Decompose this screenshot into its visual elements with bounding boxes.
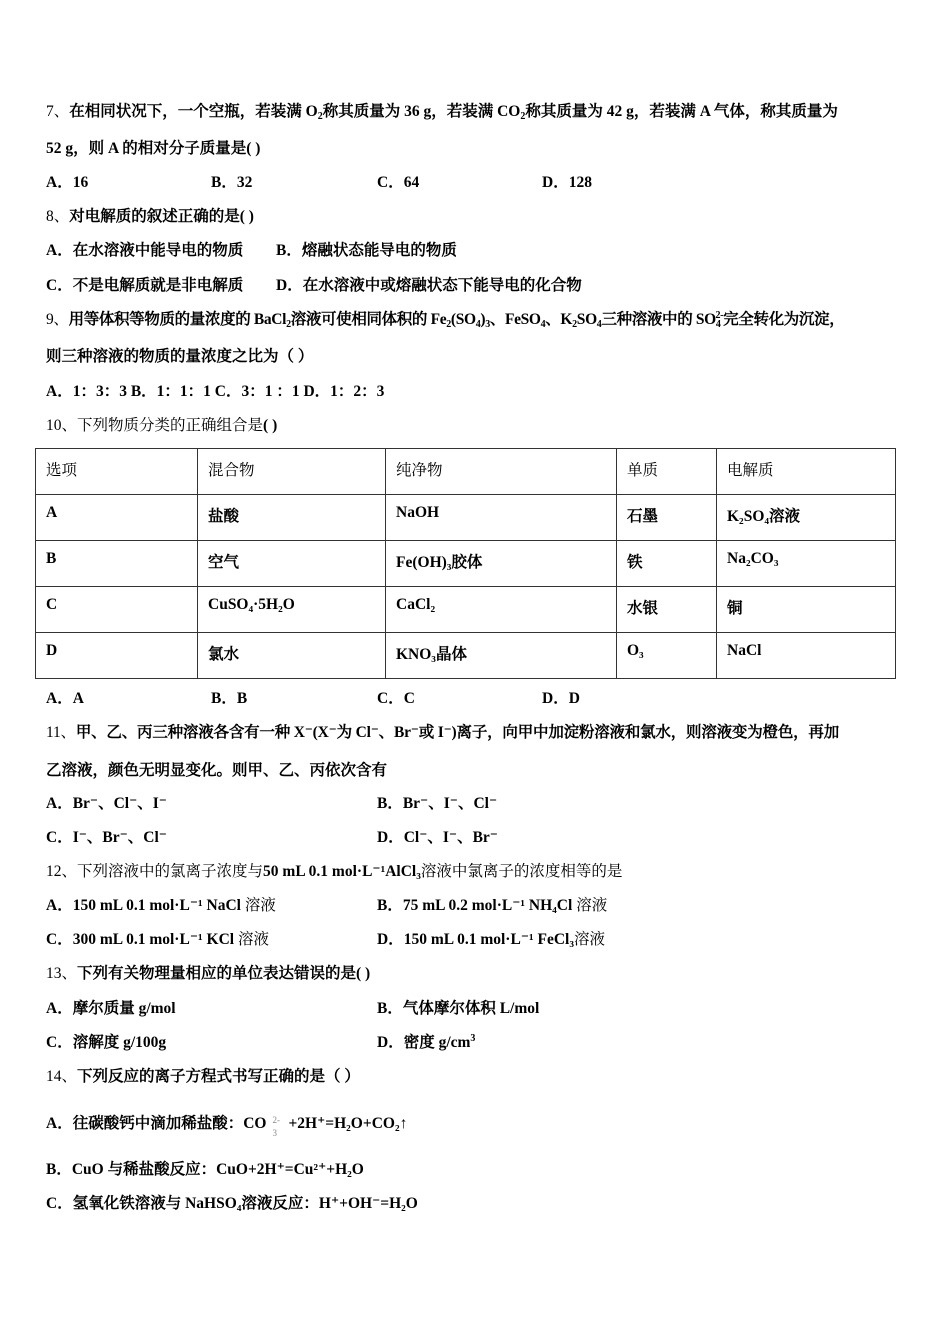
q12-option-c xyxy=(46,930,269,950)
question-14-stem xyxy=(46,1067,360,1087)
q12-text: 溶液中氯离子的浓度相等的是 xyxy=(420,863,623,880)
table-cell: 盐酸 xyxy=(198,495,386,541)
q8-text: 对电解质的叙述正确的是( ) xyxy=(69,208,254,225)
superscript: 2- xyxy=(715,310,724,321)
q13-option-a: A．摩尔质量 g/mol xyxy=(46,1000,176,1017)
table-row xyxy=(36,541,896,587)
table-cell: 空气 xyxy=(198,541,386,587)
option-suffix: 溶液 xyxy=(574,931,606,948)
table-cell: D xyxy=(36,633,198,679)
question-8-stem xyxy=(46,207,254,227)
q9-text: SO xyxy=(576,311,597,328)
q9-text: 完全转化为沉淀， xyxy=(723,311,845,328)
question-number: 9、 xyxy=(46,311,69,328)
option-text: A．150 mL 0.1 mol·L⁻¹ NaCl xyxy=(46,897,241,914)
q10-text: 下列物质分类的正确组合是 xyxy=(77,417,264,434)
q7-text-b: 称其质量为 36 g，若装满 CO xyxy=(322,103,521,120)
q10-option-b: B．B xyxy=(211,690,248,707)
table-row xyxy=(36,633,896,679)
q9-text: (SO xyxy=(450,311,476,328)
table-row xyxy=(36,587,896,633)
table-row xyxy=(36,495,896,541)
table-header-cell: 单质 xyxy=(617,449,717,495)
question-number: 10、 xyxy=(46,417,78,434)
subscript: 4 xyxy=(475,319,481,330)
table-cell: CaCl₂ xyxy=(386,587,617,633)
table-cell: K₂SO₄溶液 xyxy=(717,495,896,541)
superscript: 2- xyxy=(272,1115,280,1125)
q11-option-c: C．I⁻、Br⁻、Cl⁻ xyxy=(46,829,167,846)
q10-option-c: C．C xyxy=(377,690,415,707)
option-text: B．75 mL 0.2 mol·L⁻¹ NH₄Cl xyxy=(377,897,573,914)
table-header-cell: 混合物 xyxy=(198,449,386,495)
table-cell: Na₂CO₃ xyxy=(717,541,896,587)
question-number: 12、 xyxy=(46,863,78,880)
q10-option-a: A．A xyxy=(46,690,84,707)
q7-option-a: A．16 xyxy=(46,174,89,191)
table-cell: KNO₃晶体 xyxy=(386,633,617,679)
q12-formula: 50 mL 0.1 mol·L⁻¹AlCl₃ xyxy=(263,863,421,880)
q10-option-d: D．D xyxy=(542,690,580,707)
q12-option-b xyxy=(377,896,607,916)
q9-text: 三种溶液中的 SO xyxy=(601,311,716,328)
q7-option-c: C．64 xyxy=(377,174,420,191)
question-11-line-1 xyxy=(46,723,839,743)
subscript: 3 xyxy=(485,319,490,330)
question-number: 11、 xyxy=(46,724,76,741)
option-text: D．密度 g/cm xyxy=(377,1034,471,1051)
table-cell: 石墨 xyxy=(617,495,717,541)
table-cell: 氯水 xyxy=(198,633,386,679)
q11-option-d: D．Cl⁻、I⁻、Br⁻ xyxy=(377,829,498,846)
table-header-cell: 纯净物 xyxy=(386,449,617,495)
table-cell: C xyxy=(36,587,198,633)
question-7-line-1 xyxy=(46,102,838,122)
option-suffix: 溶液 xyxy=(244,897,276,914)
table-cell: B xyxy=(36,541,198,587)
q9-options: A．1：3：3 B．1：1：1 C．3：1 ：1 D．1：2：3 xyxy=(46,383,385,400)
option-suffix: 溶液 xyxy=(576,897,608,914)
q7-option-b: B．32 xyxy=(211,174,253,191)
superscript: 3 xyxy=(470,1033,476,1044)
question-number: 13、 xyxy=(46,965,78,982)
q14-option-a xyxy=(46,1114,408,1138)
q11-option-b: B．Br⁻、I⁻、Cl⁻ xyxy=(377,795,498,812)
subscript: 2 xyxy=(317,111,323,122)
table-cell: NaOH xyxy=(386,495,617,541)
q7-text-a: 在相同状况下，一个空瓶，若装满 O xyxy=(69,103,318,120)
subscript: 2 xyxy=(446,319,451,330)
table-cell: Fe(OH)₃胶体 xyxy=(386,541,617,587)
question-number: 7、 xyxy=(46,103,70,120)
q11-text: 甲、乙、丙三种溶液各含有一种 X⁻(X⁻为 Cl⁻、Br⁻或 I⁻)离子，向甲中加淀粉溶液和氯水，则溶液变为橙色，再加 xyxy=(75,724,840,741)
q9-text: ) xyxy=(480,311,486,328)
q8-option-c: C．不是电解质就是非电解质 xyxy=(46,277,244,294)
q12-text: 下列溶液中的氯离子浓度与 xyxy=(77,863,264,880)
q13-option-b: B．气体摩尔体积 L/mol xyxy=(377,1000,540,1017)
classification-table xyxy=(35,448,896,679)
table-cell: O₃ xyxy=(617,633,717,679)
q7-option-d: D．128 xyxy=(542,174,592,191)
q11-option-a: A．Br⁻、Cl⁻、I⁻ xyxy=(46,795,167,812)
question-number: 14、 xyxy=(46,1068,78,1085)
subscript: 4 xyxy=(715,319,721,330)
q10-paren: ( ) xyxy=(263,417,278,434)
question-12-stem xyxy=(46,862,622,882)
table-cell: NaCl xyxy=(717,633,896,679)
q8-option-d: D．在水溶液中或熔融状态下能导电的化合物 xyxy=(276,277,582,294)
q14-text: 下列反应的离子方程式书写正确的是（ ） xyxy=(77,1068,360,1085)
question-7-line-2: 52 g，则 A 的相对分子质量是( ) xyxy=(46,140,261,157)
q13-option-d xyxy=(377,1033,475,1053)
q14-option-b: B．CuO 与稀盐酸反应：CuO+2H⁺=Cu²⁺+H₂O xyxy=(46,1161,364,1178)
question-13-stem xyxy=(46,964,370,984)
question-11-line-2: 乙溶液，颜色无明显变化。则甲、乙、丙依次含有 xyxy=(46,762,388,779)
option-text: D．150 mL 0.1 mol·L⁻¹ FeCl₃ xyxy=(377,931,575,948)
q9-text: 、K xyxy=(545,311,573,328)
table-cell: CuSO₄·5H₂O xyxy=(198,587,386,633)
q9-text: 溶液可使相同体积的 Fe xyxy=(290,311,447,328)
q8-option-a: A．在水溶液中能导电的物质 xyxy=(46,242,244,259)
subscript: 4 xyxy=(540,319,546,330)
question-number: 8、 xyxy=(46,208,70,225)
table-header-row xyxy=(36,449,896,495)
q8-option-b: B．熔融状态能导电的物质 xyxy=(276,242,457,259)
table-header-cell: 电解质 xyxy=(717,449,896,495)
q14-option-c: C．氢氧化铁溶液与 NaHSO₄溶液反应：H⁺+OH⁻=H₂O xyxy=(46,1195,418,1212)
option-text: C．300 mL 0.1 mol·L⁻¹ KCl xyxy=(46,931,235,948)
q9-text: 、FeSO xyxy=(489,311,541,328)
q12-option-a xyxy=(46,896,276,916)
subscript: 2 xyxy=(572,319,577,330)
q13-option-c: C．溶解度 g/100g xyxy=(46,1034,167,1051)
table-cell: 水银 xyxy=(617,587,717,633)
question-9-line-1 xyxy=(46,310,844,330)
table-cell: 铜 xyxy=(717,587,896,633)
table-cell: A xyxy=(36,495,198,541)
option-text: +2H⁺=H₂O+CO₂↑ xyxy=(288,1115,408,1132)
question-10-stem xyxy=(46,416,277,436)
q7-text-c: 称其质量为 42 g，若装满 A 气体，称其质量为 xyxy=(525,103,838,120)
q13-text: 下列有关物理量相应的单位表达错误的是( ) xyxy=(77,965,371,982)
question-9-line-2: 则三种溶液的物质的量浓度之比为（ ） xyxy=(46,348,314,365)
table-header-cell: 选项 xyxy=(36,449,198,495)
option-suffix: 溶液 xyxy=(237,931,269,948)
table-cell: 铁 xyxy=(617,541,717,587)
subscript: 2 xyxy=(286,319,291,330)
subscript: 3 xyxy=(272,1128,277,1138)
option-text: A．往碳酸钙中滴加稀盐酸：CO xyxy=(46,1115,267,1132)
q9-text: 用等体积等物质的量浓度的 BaCl xyxy=(68,311,287,328)
q12-option-d xyxy=(377,930,605,950)
subscript: 4 xyxy=(596,319,602,330)
subscript: 2 xyxy=(520,111,526,122)
